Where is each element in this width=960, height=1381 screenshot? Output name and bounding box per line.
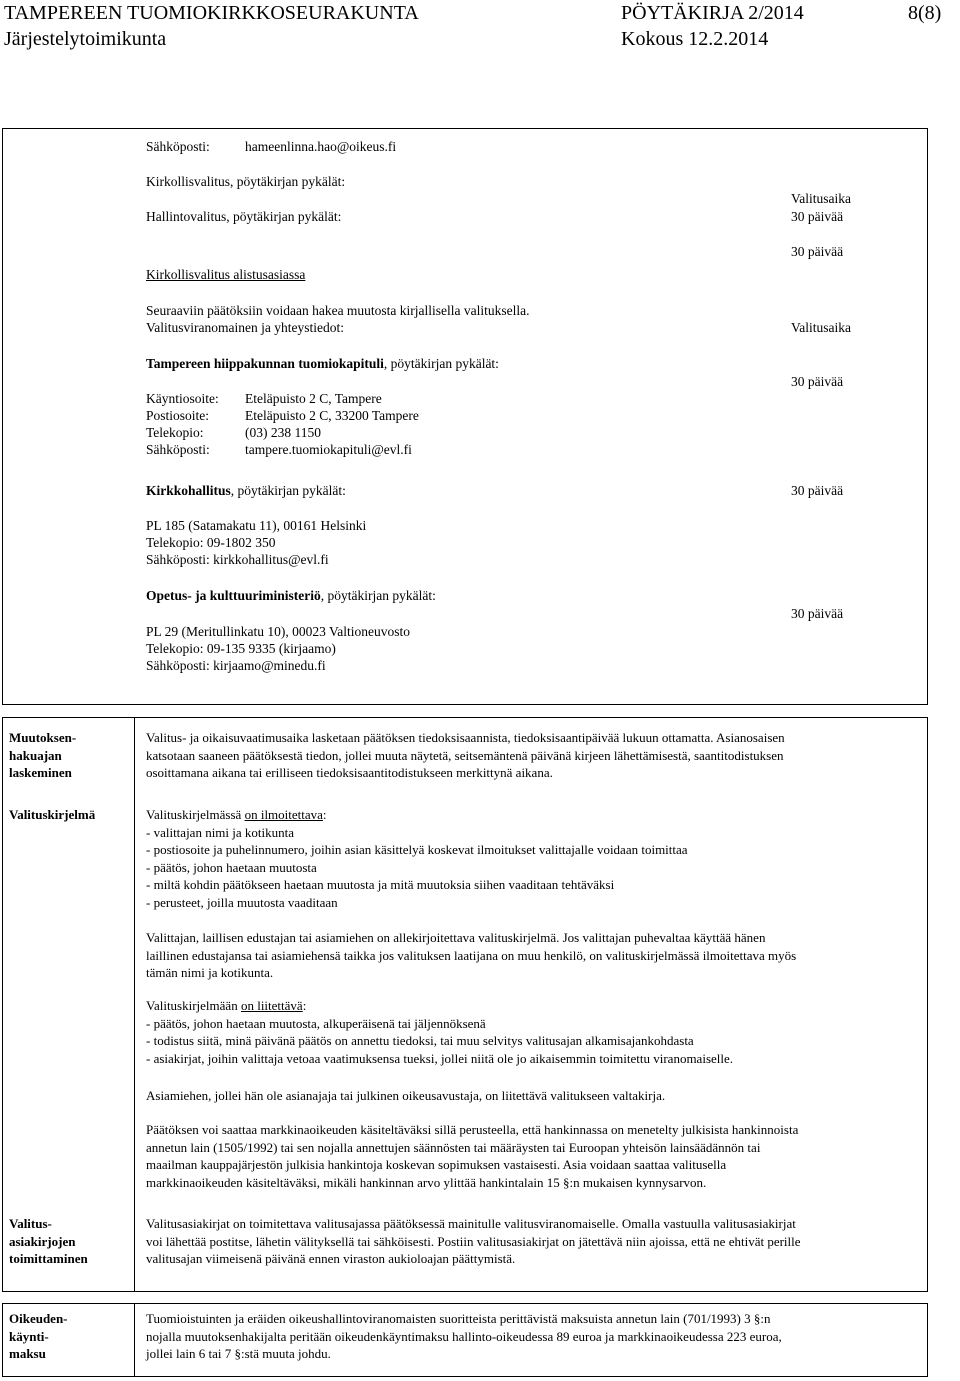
header-dept: Järjestelytoimikunta [4, 28, 167, 50]
posti-value: Eteläpuisto 2 C, 33200 Tampere [245, 408, 419, 423]
toimittaminen-text: Valitusasiakirjat on toimitettava valitusajassa päätöksessä mainitulle valitusviranomaiselle. Omalla vastuulla valitusasiakirjat voi lähettää postitse, lähetin välityksellä tai sähköisesti. Postiin valitusasiakirjat on jätettävä niin ajoissa, että ne ehtivät perille valitusajan viimeisenä päivänä ennen viraston aukioloajan päättymistä. [146, 1216, 801, 1266]
opetus-fax: Telekopio: 09-135 9335 (kirjaamo) [146, 641, 336, 656]
valituskirjelma-contents: Valituskirjelmässä on ilmoitettava: - valittajan nimi ja kotikunta - postiosoite ja puhelinnumero, joihin asian käsittelyä koskevat ilmoitukset valittajalle voidaan toimittaa - päätös, johon haetaan muutosta - miltä kohdin päätökseen haetaan muutosta ja mitä muutoksia siihen vaaditaan tehtäväksi - perusteet, joilla muutosta vaaditaan [146, 807, 688, 910]
viranomainen-label: Valitusviranomainen ja yhteystiedot: [146, 320, 344, 335]
valitusaika-heading-2: Valitusaika [791, 320, 851, 335]
header-meeting: Kokous 12.2.2014 [621, 28, 769, 50]
markkinaoikeus-text: Päätöksen voi saattaa markkinaoikeuden käsiteltäväksi sillä perusteella, että hankinnassa on menetelty julkisista hankinnoista annetun lain (1505/1992) tai sen nojalla annettujen säännösten tai määräysten tai Euroopan yhteisön lainsäädännön tai maailman kauppajärjestön julkisia hankintoja koskevan sopimuksen vastaisesti. Asia voidaan saattaa valitusella markkinaoikeuden käsiteltäväksi, mikäli hankinnan arvo ylittää hankintalain 15 §:n mukaisen kynnysarvon. [146, 1122, 799, 1190]
valituskirjelma-signature: Valittajan, laillisen edustajan tai asiamiehen on allekirjoitettava valituskirjelmä. Jos valittajan puhevaltaa käyttää hänen laillinen edustajansa tai asiamiehensä taikka jos valituksen laatijana on muu henkilö, on valituskirjelmässä ilmoitettava myös tämän nimi ja kotikunta. [146, 930, 797, 980]
tuomiokapituli-heading: Tampereen hiippakunnan tuomiokapituli, pöytäkirjan pykälät: [146, 356, 499, 371]
label-valituskirjelma: Valituskirjelmä [9, 807, 96, 822]
label-toimittaminen: Valitus- asiakirjojen toimittaminen [9, 1216, 88, 1266]
kirkkohallitus-heading: Kirkkohallitus, pöytäkirjan pykälät: [146, 483, 346, 498]
opetus-email: Sähköposti: kirjaamo@minedu.fi [146, 658, 326, 673]
posti-label: Postiosoite: [146, 408, 210, 423]
days-kirkollis: 30 päivää [791, 209, 844, 224]
alistus-text: Seuraaviin päätöksiin voidaan hakea muutosta kirjallisella valituksella. [146, 303, 530, 318]
header-page: 8(8) [908, 2, 942, 24]
opetus-address: PL 29 (Meritullinkatu 10), 00023 Valtioneuvosto [146, 624, 410, 639]
days-tuomiokapituli: 30 päivää [791, 374, 844, 389]
days-kirkkohallitus: 30 päivää [791, 483, 844, 498]
hallintovalitus-label: Hallintovalitus, pöytäkirjan pykälät: [146, 209, 342, 224]
kirkkohallitus-email: Sähköposti: kirkkohallitus@evl.fi [146, 552, 329, 567]
opetus-heading: Opetus- ja kulttuuriministeriö, pöytäkirjan pykälät: [146, 588, 436, 603]
label-oikeudenkayntimaksu: Oikeuden- käynti- maksu [9, 1311, 68, 1361]
header-org: TAMPEREEN TUOMIOKIRKKOSEURAKUNTA [4, 2, 419, 24]
days-hallinto: 30 päivää [791, 244, 844, 259]
days-opetus: 30 päivää [791, 606, 844, 621]
oikeudenkayntimaksu-text: Tuomioistuinten ja eräiden oikeushallintoviranomaisten suoritteista perittävistä maksuista annetun lain (701/1993) 3 §:n nojalla muutoksenhakijalta peritään oikeudenkäyntimaksu hallinto-oikeudessa 89 euroa ja markkinaoikeudessa 223 euroa, jollei lain 6 tai 7 §:stä muuta johdu. [146, 1311, 782, 1361]
kirkkohallitus-address: PL 185 (Satamakatu 11), 00161 Helsinki [146, 518, 367, 533]
email-label: Sähköposti: [146, 139, 210, 154]
sahkoposti-value: tampere.tuomiokapituli@evl.fi [245, 442, 412, 457]
appeal-authorities-box [2, 128, 928, 705]
header-doc: PÖYTÄKIRJA 2/2014 [621, 2, 804, 24]
valitusaika-heading-1: Valitusaika [791, 191, 851, 206]
label-column-divider [2, 717, 135, 1292]
laskeminen-text: Valitus- ja oikaisuvaatimusaika lasketaan päätöksen tiedoksisaannista, tiedoksisaantipäivää lukuun ottamatta. Asianosaisen katsotaan saaneen päätöksestä tiedon, jollei muuta näytetä, seitsemäntenä päivänä kirjeen lähettämisestä, saantitodistuksen osoittamana aikana tai erilliseen tiedoksisaantitodistukseen merkittynä aikana. [146, 730, 785, 780]
kirkollisvalitus-label: Kirkollisvalitus, pöytäkirjan pykälät: [146, 174, 346, 189]
telekopio-value: (03) 238 1150 [245, 425, 321, 440]
alistus-heading: Kirkollisvalitus alistusasiassa [146, 267, 306, 282]
telekopio-label: Telekopio: [146, 425, 204, 440]
valituskirjelma-attachments: Valituskirjelmään on liitettävä: - päätös, johon haetaan muutosta, alkuperäisenä tai jäljennöksenä - todistus siitä, minä päivänä päätös on annettu tiedoksi, tai muu selvitys valitusajan alkamisajankohdasta - asiakirjat, joihin valittaja vetoaa vaatimuksensa tueksi, jollei niitä ole jo aikaisemmin toimitettu viranomaiselle. [146, 998, 734, 1066]
sahkoposti-label: Sähköposti: [146, 442, 210, 457]
email-value: hameenlinna.hao@oikeus.fi [245, 139, 397, 154]
asiamies-text: Asiamiehen, jollei hän ole asianajaja tai julkinen oikeusavustaja, on liitettävä valitukseen valtakirja. [146, 1088, 666, 1103]
kirkkohallitus-fax: Telekopio: 09-1802 350 [146, 535, 276, 550]
kaynti-value: Eteläpuisto 2 C, Tampere [245, 391, 382, 406]
label-laskeminen: Muutoksen- hakuajan laskeminen [9, 730, 77, 780]
kaynti-label: Käyntiosoite: [146, 391, 219, 406]
